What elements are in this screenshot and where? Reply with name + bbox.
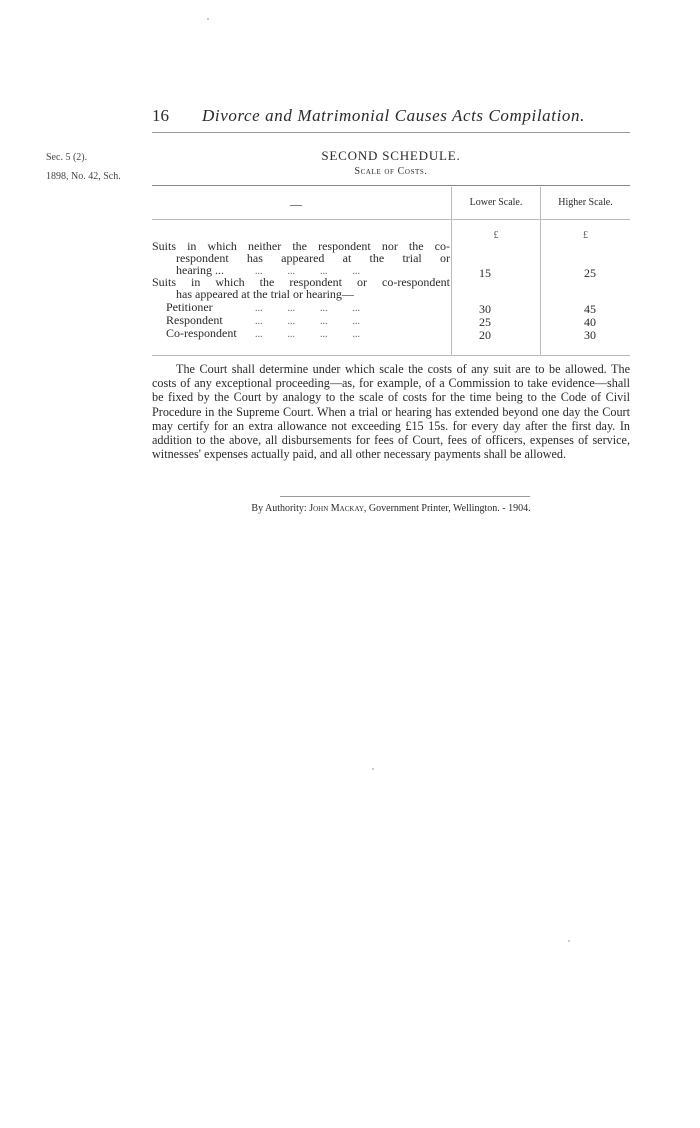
column-divider-left <box>451 187 452 355</box>
suits-either-line2: has appeared at the trial or hearing— <box>176 287 354 301</box>
column-header-lower: Lower Scale. <box>469 197 523 208</box>
scan-speck <box>568 940 570 942</box>
row-label-co-respondent: Co-respondent <box>166 326 237 340</box>
page-number: 16 <box>152 106 169 125</box>
row-lower-co-respondent: 20 <box>479 328 491 342</box>
column-divider-right <box>540 187 541 355</box>
table-blank-header: — <box>290 197 302 211</box>
suits-neither-higher: 25 <box>584 266 596 280</box>
row-lower-respondent: 25 <box>479 315 491 329</box>
row-dots-co-respondent: ... ... ... ... <box>255 329 360 340</box>
row-dots-respondent: ... ... ... ... <box>255 316 360 327</box>
imprint-printer-name: John Mackay <box>309 503 364 514</box>
column-header-higher: Higher Scale. <box>558 197 613 208</box>
row-dots-petitioner: ... ... ... ... <box>255 303 360 314</box>
scan-speck <box>207 18 209 20</box>
unit-higher: £ <box>583 230 588 241</box>
suits-either-line1: Suits in which the respondent or co-respondent <box>152 275 450 289</box>
suits-neither-dots: ... ... ... ... <box>255 266 360 277</box>
row-label-respondent: Respondent <box>166 313 223 327</box>
margin-note-section: Sec. 5 (2). <box>46 152 88 163</box>
schedule-title: SECOND SCHEDULE. <box>321 148 461 163</box>
margin-note-act: 1898, No. 42, Sch. <box>46 171 121 182</box>
table-bottom-rule <box>152 355 630 356</box>
header-rule <box>152 132 630 133</box>
row-label-petitioner: Petitioner <box>166 300 213 314</box>
suits-neither-line3: hearing ... <box>176 263 224 277</box>
row-lower-petitioner: 30 <box>479 302 491 316</box>
imprint-suffix: , Government Printer, Wellington. - 1904. <box>363 503 531 514</box>
scan-speck <box>372 768 374 770</box>
printer-imprint <box>152 503 630 514</box>
table-top-rule <box>152 185 630 186</box>
imprint-prefix: By Authority: <box>251 503 307 514</box>
costs-paragraph: The Court shall determine under which scale the costs of any suit are to be allowed. The costs of any exceptional proceeding—as, for example, of a Commission to take evidence—shall be fixed by the Court by analogy to the scale of costs for the time being to the Code of Civil Procedure in the Supreme Court. When a trial or hearing has extended beyond one day the Court may certify for an extra allowance not exceeding £15 15s. for every day after the first day. In addition to the above, all disbursements for fees of Court, fees of officers, expenses of service, witnesses' expenses actually paid, and all other necessary payments shall be allowed. <box>152 362 630 462</box>
unit-lower: £ <box>493 230 499 241</box>
row-higher-petitioner: 45 <box>584 302 596 316</box>
schedule-subtitle: Scale of Costs. <box>354 166 428 177</box>
table-header-rule <box>152 219 630 220</box>
footer-rule <box>280 496 530 497</box>
row-higher-respondent: 40 <box>584 315 596 329</box>
suits-neither-line2: respondent has appeared at the trial or <box>176 251 450 265</box>
row-higher-co-respondent: 30 <box>584 328 596 342</box>
suits-neither-lower: 15 <box>479 266 491 280</box>
running-title: Divorce and Matrimonial Causes Acts Compilation. <box>202 106 585 125</box>
suits-neither-line1: Suits in which neither the respondent nor the co- <box>152 239 450 253</box>
